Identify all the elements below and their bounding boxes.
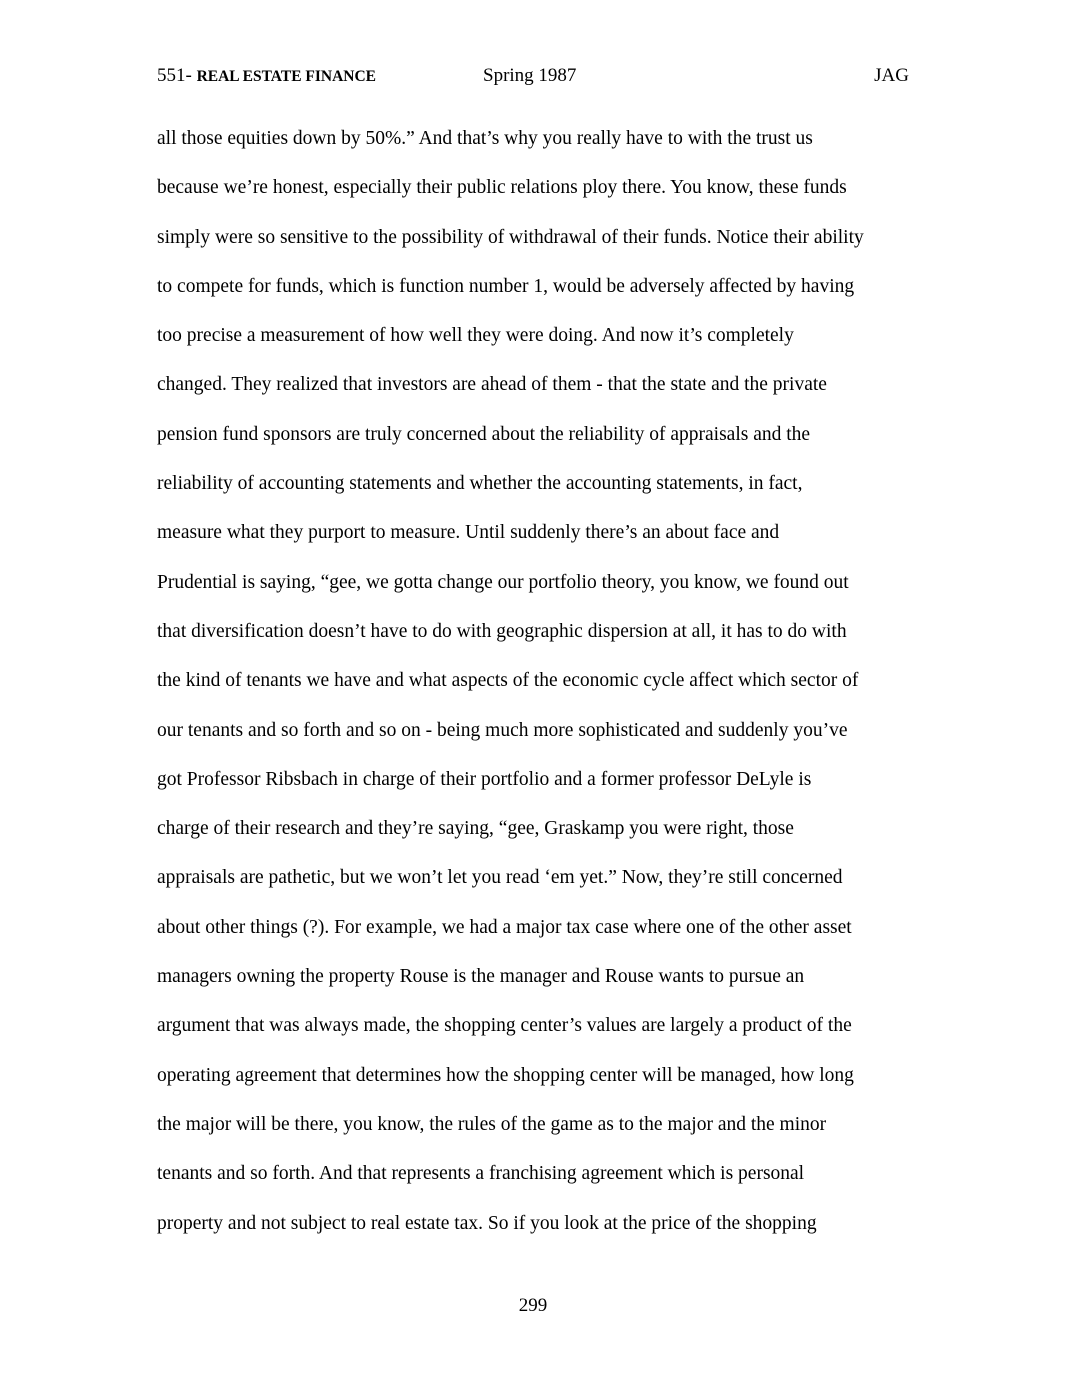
text-line: operating agreement that determines how the shopping center will be managed, how long: [157, 1064, 854, 1086]
page-number: 299: [518, 1295, 548, 1316]
text-line: our tenants and so forth and so on - being much more sophisticated and suddenly you’ve: [157, 719, 848, 741]
text-line: to compete for funds, which is function number 1, would be adversely affected by having: [157, 275, 855, 297]
text-line: simply were so sensitive to the possibility of withdrawal of their funds. Notice their ability: [157, 226, 864, 248]
text-line: argument that was always made, the shopping center’s values are largely a product of the: [157, 1015, 852, 1037]
text-line: appraisals are pathetic, but we won’t let you read ‘em yet.” Now, they’re still concerned: [157, 867, 843, 889]
text-line: tenants and so forth. And that represents a franchising agreement which is personal: [157, 1163, 805, 1185]
text-line: too precise a measurement of how well they were doing. And now it’s completely: [157, 325, 794, 347]
text-line: reliability of accounting statements and whether the accounting statements, in fact,: [157, 473, 803, 495]
text-line: property and not subject to real estate tax. So if you look at the price of the shopping: [157, 1212, 817, 1234]
text-line: because we’re honest, especially their public relations ploy there. You know, these funds: [157, 177, 847, 199]
text-line: managers owning the property Rouse is the manager and Rouse wants to pursue an: [157, 966, 805, 988]
text-line: Prudential is saying, “gee, we gotta change our portfolio theory, you know, we found out: [157, 571, 849, 593]
text-line: the kind of tenants we have and what aspects of the economic cycle affect which sector of: [157, 670, 859, 692]
author-initials: JAG: [874, 65, 909, 86]
text-line: all those equities down by 50%.” And that’s why you really have to with the trust us: [157, 128, 813, 149]
text-line: charge of their research and they’re saying, “gee, Graskamp you were right, those: [157, 818, 794, 840]
course-number: 551-: [157, 65, 197, 86]
course-label: [157, 63, 376, 90]
term-label: Spring 1987: [483, 65, 577, 86]
text-line: got Professor Ribsbach in charge of their portfolio and a former professor DeLyle is: [157, 768, 812, 790]
transcript-body: [157, 114, 917, 1248]
text-line: measure what they purport to measure. Until suddenly there’s an about face and: [157, 522, 780, 544]
page-header: [157, 63, 909, 89]
text-line: changed. They realized that investors are ahead of them - that the state and the private: [157, 374, 827, 396]
text-line: about other things (?). For example, we had a major tax case where one of the other asset: [157, 916, 852, 938]
text-line: pension fund sponsors are truly concerned about the reliability of appraisals and the: [157, 423, 811, 445]
course-title: REAL ESTATE FINANCE: [196, 68, 377, 85]
text-line: the major will be there, you know, the rules of the game as to the major and the minor: [157, 1113, 827, 1135]
text-line: that diversification doesn’t have to do with geographic dispersion at all, it has to do with: [157, 620, 847, 642]
